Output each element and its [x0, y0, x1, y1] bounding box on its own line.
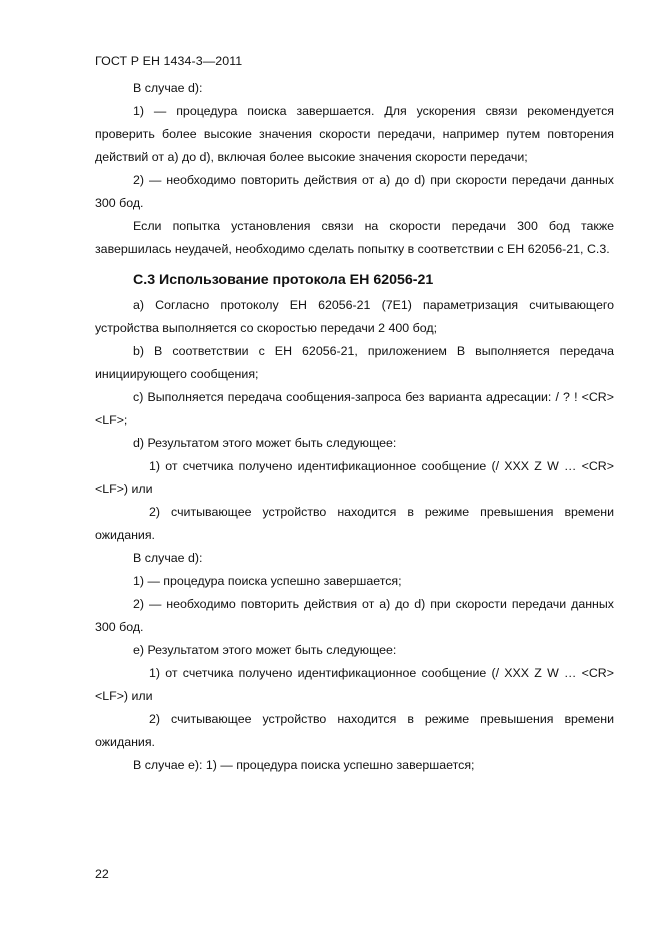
- paragraph-case-d-item-2: 2) — необходимо повторить действия от a) до d) при скорости передачи данных 300 бод.: [95, 173, 614, 210]
- paragraph-item-c: c) Выполняется передача сообщения-запроса без варианта адресации: / ? ! <CR> <LF>;: [95, 390, 614, 427]
- document-body: [95, 77, 614, 777]
- paragraph-case-d-item-1: 1) — процедура поиска завершается. Для ускорения связи рекомендуется проверить более высокие значения скорости передачи, например путем повторения действий от a) до d), включая более высокие значения скорости передачи;: [95, 104, 614, 164]
- paragraph-case-e: В случае e): 1) — процедура поиска успешно завершается;: [133, 758, 475, 772]
- paragraph-item-d: d) Результатом этого может быть следующее:: [133, 436, 397, 450]
- paragraph-item-e: e) Результатом этого может быть следующее:: [133, 643, 397, 657]
- paragraph-case-d-2-item-2: 2) — необходимо повторить действия от a) до d) при скорости передачи данных 300 бод.: [95, 597, 614, 634]
- paragraph-case-d-2-item-1: 1) — процедура поиска успешно завершается;: [133, 574, 402, 588]
- paragraph-item-a: a) Согласно протоколу ЕН 62056-21 (7E1) параметризация считывающего устройства выполняется со скоростью передачи 2 400 бод;: [95, 298, 614, 335]
- section-heading-c3: C.3 Использование протокола ЕН 62056-21: [133, 272, 434, 288]
- paragraph-item-d-sub-1: 1) от счетчика получено идентификационное сообщение (/ XXX Z W … <CR> <LF>) или: [95, 459, 614, 496]
- paragraph-item-e-sub-1: 1) от счетчика получено идентификационное сообщение (/ XXX Z W … <CR> <LF>) или: [95, 666, 614, 703]
- paragraph-item-b: b) В соответствии с ЕН 62056-21, приложением В выполняется передача инициирующего сообщения;: [95, 344, 614, 381]
- document-code-header: ГОСТ Р ЕН 1434-3—2011: [95, 54, 243, 68]
- paragraph-fallback-note: Если попытка установления связи на скорости передачи 300 бод также завершилась неудачей, необходимо сделать попытку в соответствии с ЕН 62056-21, C.3.: [95, 219, 614, 256]
- paragraph-item-d-sub-2: 2) считывающее устройство находится в режиме превышения времени ожидания.: [95, 505, 614, 542]
- paragraph-case-d-intro: В случае d):: [133, 81, 203, 95]
- paragraph-case-d-intro-2: В случае d):: [133, 551, 203, 565]
- page-number: 22: [95, 867, 109, 881]
- paragraph-item-e-sub-2: 2) считывающее устройство находится в режиме превышения времени ожидания.: [95, 712, 614, 749]
